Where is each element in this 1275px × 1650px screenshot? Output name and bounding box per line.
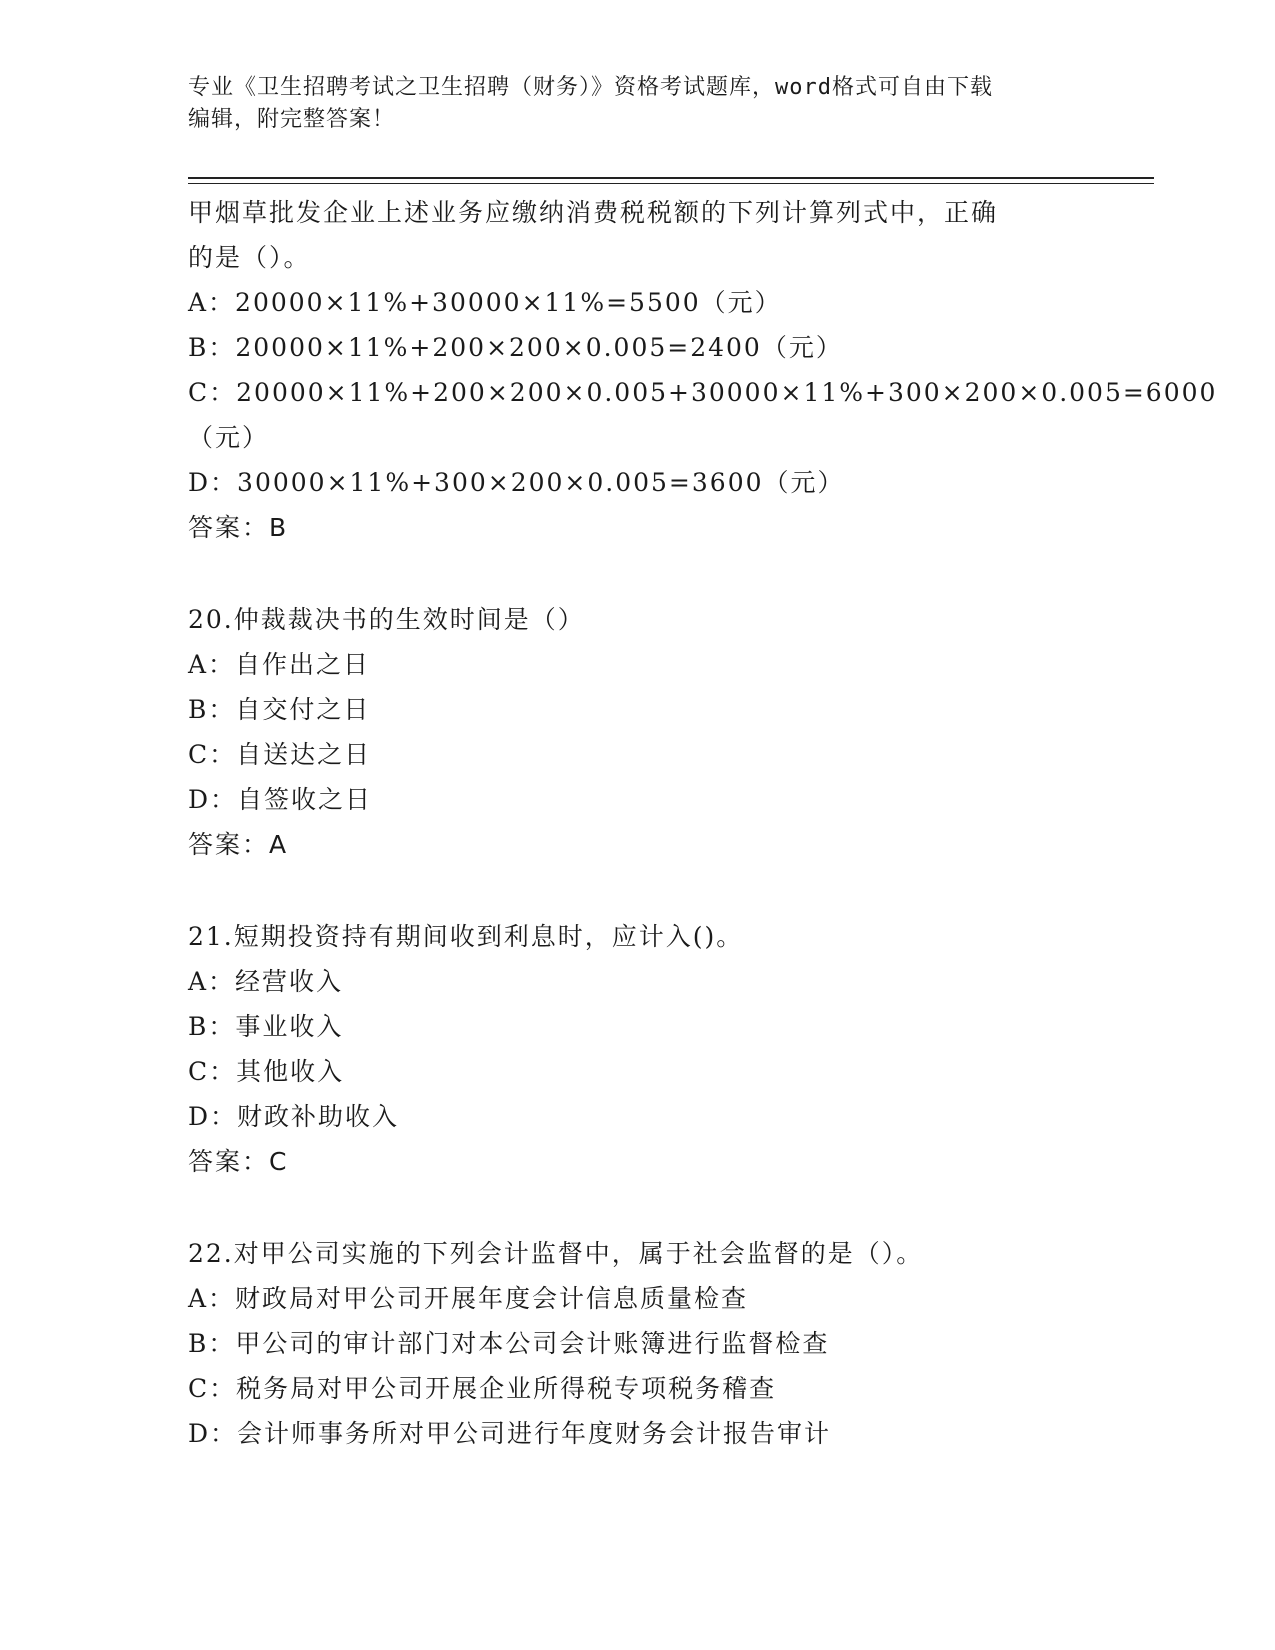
answer-label: 答案：A	[188, 830, 289, 859]
option-d: D：财政补助收入	[188, 1102, 400, 1131]
header-line-1: 专业《卫生招聘考试之卫生招聘（财务）》资格考试题库，word格式可自由下载	[188, 75, 993, 100]
question-list	[188, 190, 1218, 1456]
page-header	[188, 72, 1068, 136]
question-stem: 20.仲裁裁决书的生效时间是（）	[188, 605, 585, 634]
question-stem-line: 甲烟草批发企业上述业务应缴纳消费税税额的下列计算列式中，正确	[188, 198, 999, 227]
option-b: B：20000×11%+200×200×0.005=2400（元）	[188, 333, 843, 362]
header-divider-thick	[188, 177, 1154, 179]
question-stem: 22.对甲公司实施的下列会计监督中，属于社会监督的是（）。	[188, 1239, 924, 1268]
option-a: A：财政局对甲公司开展年度会计信息质量检查	[188, 1284, 749, 1313]
option-c-continued: （元）	[188, 423, 270, 452]
answer-label: 答案：B	[188, 513, 289, 542]
header-line-2: 编辑，附完整答案！	[188, 107, 396, 132]
option-a: A：经营收入	[188, 967, 344, 996]
option-c: C：自送达之日	[188, 740, 372, 769]
option-c: C：税务局对甲公司开展企业所得税专项税务稽查	[188, 1374, 777, 1403]
option-d: D：自签收之日	[188, 785, 373, 814]
option-d: D：会计师事务所对甲公司进行年度财务会计报告审计	[188, 1419, 832, 1448]
answer-label: 答案：C	[188, 1147, 289, 1176]
option-b: B：自交付之日	[188, 695, 371, 724]
option-b: B：事业收入	[188, 1012, 344, 1041]
header-divider-thin	[188, 183, 1154, 184]
question-21	[188, 914, 1088, 1184]
question-19	[188, 190, 1218, 550]
option-a: A：20000×11%+30000×11%=5500（元）	[188, 288, 782, 317]
question-stem-line: 的是（）。	[188, 243, 311, 272]
question-stem: 21.短期投资持有期间收到利息时，应计入()。	[188, 922, 744, 951]
option-a: A：自作出之日	[188, 650, 371, 679]
option-d: D：30000×11%+300×200×0.005=3600（元）	[188, 468, 845, 497]
option-c: C：20000×11%+200×200×0.005+30000×11%+300×200×0.005=6000	[188, 378, 1218, 407]
question-20	[188, 597, 1088, 867]
question-22	[188, 1231, 1088, 1456]
option-b: B：甲公司的审计部门对本公司会计账簿进行监督检查	[188, 1329, 830, 1358]
option-c: C：其他收入	[188, 1057, 345, 1086]
